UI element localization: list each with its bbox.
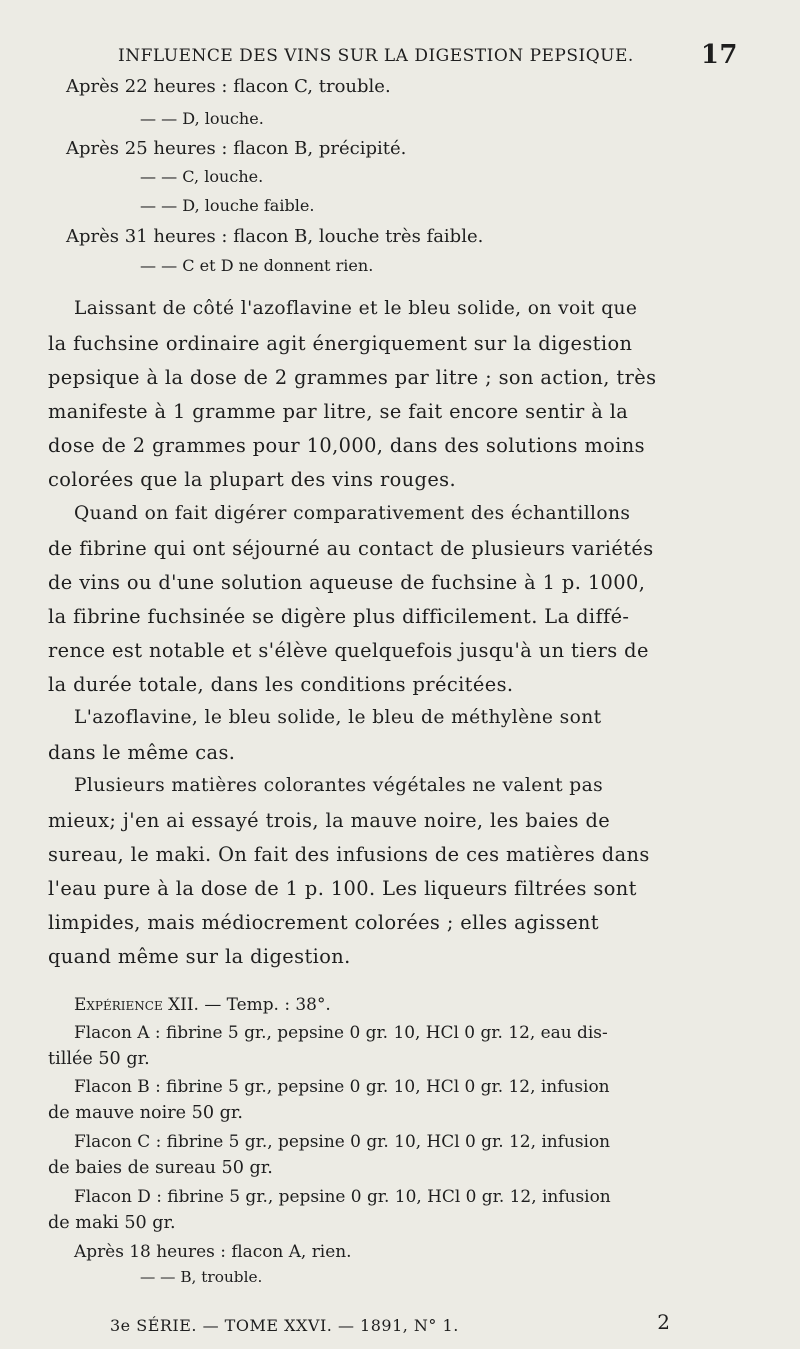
signature-mark: 2 — [657, 1310, 670, 1334]
page-number: 17 — [700, 40, 738, 70]
series-info: 3e SÉRIE. — TOME XXVI. — 1891, N° 1. — [110, 1316, 459, 1335]
experiment-heading — [74, 994, 800, 1014]
result-line: — — C, louche. — [140, 167, 264, 186]
paragraph-line: colorées que la plupart des vins rouges. — [48, 468, 457, 491]
paragraph-line: sureau, le maki. On fait des infusions de ces matières dans — [48, 843, 650, 866]
experiment-line: de maki 50 gr. — [48, 1213, 176, 1233]
paragraph-line: Quand on fait digérer comparativement des échantillons — [74, 503, 631, 524]
experiment-line: de mauve noire 50 gr. — [48, 1103, 243, 1123]
result-line: Après 22 heures : flacon C, trouble. — [66, 76, 391, 97]
paragraph-line: la fuchsine ordinaire agit énergiquement sur la digestion — [48, 332, 633, 355]
paragraph-line: dose de 2 grammes pour 10,000, dans des solutions moins — [48, 434, 645, 457]
running-header — [118, 40, 738, 70]
paragraph-line: limpides, mais médiocrement colorées ; elles agissent — [48, 911, 599, 934]
experiment-line: Flacon B : fibrine 5 gr., pepsine 0 gr. 10, HCl 0 gr. 12, infusion — [74, 1076, 610, 1096]
experiment-label: Expérience XII. — [74, 994, 199, 1014]
experiment-line: Flacon C : fibrine 5 gr., pepsine 0 gr. 10, HCl 0 gr. 12, infusion — [74, 1131, 611, 1151]
paragraph-line: mieux; j'en ai essayé trois, la mauve noire, les baies de — [48, 809, 611, 832]
paragraph-line: quand même sur la digestion. — [48, 945, 351, 968]
paragraph-line: la durée totale, dans les conditions précitées. — [48, 673, 514, 696]
result-line: — — C et D ne donnent rien. — [140, 256, 374, 275]
experiment-line: Après 18 heures : flacon A, rien. — [74, 1241, 352, 1261]
running-title: INFLUENCE DES VINS SUR LA DIGESTION PEPSIQUE. — [118, 46, 634, 66]
paragraph-line: rence est notable et s'élève quelquefois jusqu'à un tiers de — [48, 639, 649, 662]
experiment-line: — — B, trouble. — [140, 1268, 263, 1286]
experiment-line: de baies de sureau 50 gr. — [48, 1158, 273, 1178]
experiment-line: Flacon D : fibrine 5 gr., pepsine 0 gr. 10, HCl 0 gr. 12, infusion — [74, 1186, 611, 1206]
paragraph-line: la fibrine fuchsinée se digère plus difficilement. La diffé- — [48, 605, 630, 628]
result-line: Après 31 heures : flacon B, louche très faible. — [66, 226, 484, 247]
paragraph-line: manifeste à 1 gramme par litre, se fait encore sentir à la — [48, 400, 629, 423]
paragraph-line: de fibrine qui ont séjourné au contact de plusieurs variétés — [48, 537, 654, 560]
paragraph-line: L'azoflavine, le bleu solide, le bleu de méthylène sont — [74, 707, 602, 728]
paragraph-line: Plusieurs matières colorantes végétales ne valent pas — [74, 775, 604, 796]
experiment-line: tillée 50 gr. — [48, 1049, 150, 1069]
experiment-line: Flacon A : fibrine 5 gr., pepsine 0 gr. 10, HCl 0 gr. 12, eau dis- — [74, 1022, 608, 1042]
paragraph-line: Laissant de côté l'azoflavine et le bleu solide, on voit que — [74, 298, 638, 319]
paragraph-line: pepsique à la dose de 2 grammes par litre ; son action, très — [48, 366, 657, 389]
page-footer — [110, 1310, 690, 1340]
paragraph-line: de vins ou d'une solution aqueuse de fuchsine à 1 p. 1000, — [48, 571, 646, 594]
paragraph-line: l'eau pure à la dose de 1 p. 100. Les liqueurs filtrées sont — [48, 877, 637, 900]
result-line: — — D, louche faible. — [140, 196, 315, 215]
experiment-temp: — Temp. : 38°. — [198, 994, 331, 1014]
result-line: — — D, louche. — [140, 109, 264, 128]
result-line: Après 25 heures : flacon B, précipité. — [66, 138, 407, 159]
paragraph-line: dans le même cas. — [48, 741, 236, 764]
